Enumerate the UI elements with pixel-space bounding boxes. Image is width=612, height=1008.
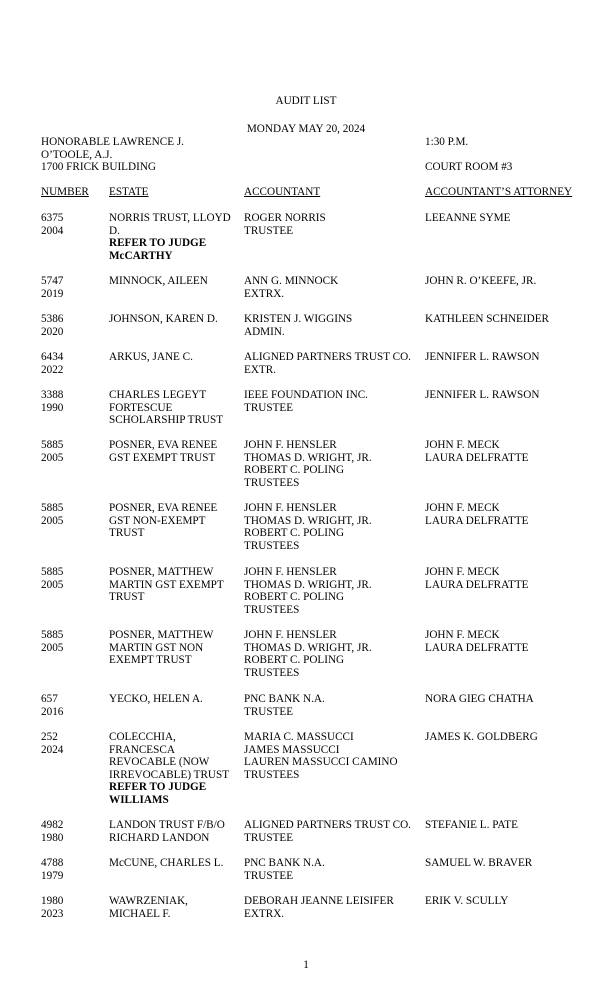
entry-estate-line: MICHAEL F. [109, 907, 171, 920]
entry-accountant [244, 389, 420, 414]
entry-number [41, 275, 103, 300]
entry-number-line: 4788 [41, 857, 64, 869]
entry-estate [109, 275, 237, 288]
judge-line: O’TOOLE, A.J. [41, 148, 113, 161]
entry-estate-line: MARTIN GST NON [109, 641, 204, 654]
entry-estate-line: McCUNE, CHARLES L. [109, 857, 224, 869]
entry-attorney-line: LAURA DELFRATTE [425, 578, 529, 591]
entry-estate-line: POSNER, EVA RENEE [109, 439, 218, 451]
entry-attorney-line: JENNIFER L. RAWSON [425, 389, 540, 401]
entry-attorney-line: JOHN F. MECK [425, 629, 500, 641]
entry-estate [109, 566, 237, 604]
entry-accountant-line: TRUSTEE [244, 401, 294, 414]
document-title: AUDIT LIST [275, 95, 337, 107]
entry-number [41, 819, 103, 844]
entry-estate [109, 731, 237, 807]
entry-estate-line: FORTESCUE [109, 401, 173, 414]
entry-attorney [425, 566, 605, 591]
entry-estate [109, 313, 237, 326]
judge-line: HONORABLE LAWRENCE J. [41, 136, 184, 148]
entry-accountant-line: ALIGNED PARTNERS TRUST CO. [244, 351, 411, 363]
header-estate: ESTATE [109, 186, 149, 198]
entry-accountant-line: THOMAS D. WRIGHT, JR. [244, 578, 372, 591]
entry-number [41, 439, 103, 464]
entry-attorney [425, 693, 605, 706]
entry-accountant-line: EXTR. [244, 363, 277, 376]
entry-attorney [425, 439, 605, 464]
entry-number-line: 2024 [41, 743, 64, 756]
entry-estate-line: GST EXEMPT TRUST [109, 451, 216, 464]
hearing-time: 1:30 P.M. [425, 136, 469, 148]
entry-number-line: 2023 [41, 907, 64, 920]
entry-accountant-line: ROBERT C. POLING [244, 464, 345, 477]
entry-accountant-line: JOHN F. HENSLER [244, 502, 337, 514]
entry-attorney [425, 895, 605, 908]
entry-accountant-line: THOMAS D. WRIGHT, JR. [244, 641, 372, 654]
entry-number-line: 657 [41, 693, 58, 705]
entry-attorney-line: JOHN F. MECK [425, 439, 500, 451]
entry-number-line: 1980 [41, 831, 64, 844]
entry-accountant [244, 629, 420, 679]
judge-block [41, 136, 231, 174]
entry-accountant [244, 275, 420, 300]
entry-number-line: 5885 [41, 439, 64, 451]
entry-number [41, 629, 103, 654]
entry-accountant-line: LAUREN MASSUCCI CAMINO [244, 756, 398, 769]
entry-estate-line: EXEMPT TRUST [109, 654, 192, 667]
entry-number [41, 857, 103, 882]
entry-estate-line: COLECCHIA, [109, 731, 176, 743]
entry-accountant [244, 351, 420, 376]
entry-estate [109, 212, 237, 262]
entry-attorney-line: SAMUEL W. BRAVER [425, 857, 533, 869]
entry-estate [109, 819, 237, 844]
entry-attorney-line: JOHN F. MECK [425, 566, 500, 578]
entry-number-line: 5747 [41, 275, 64, 287]
entry-number [41, 731, 103, 756]
entry-accountant [244, 502, 420, 552]
entry-attorney [425, 629, 605, 654]
entry-number-line: 5885 [41, 629, 64, 641]
entry-accountant-line: THOMAS D. WRIGHT, JR. [244, 451, 372, 464]
entry-estate-line: JOHNSON, KAREN D. [109, 313, 218, 325]
entry-accountant-line: JAMES MASSUCCI [244, 743, 340, 756]
entry-accountant [244, 857, 420, 882]
entry-estate [109, 389, 237, 427]
entry-attorney-line: JOHN F. MECK [425, 502, 500, 514]
entry-attorney [425, 731, 605, 744]
entry-number-line: 2005 [41, 578, 64, 591]
entry-number [41, 351, 103, 376]
entry-estate-line: POSNER, EVA RENEE [109, 502, 218, 514]
entry-number-line: 5885 [41, 566, 64, 578]
entry-accountant-line: ROBERT C. POLING [244, 527, 345, 540]
header-attorney: ACCOUNTANT’S ATTORNEY [425, 186, 573, 198]
entry-number-line: 2020 [41, 325, 64, 338]
entry-estate-line: MARTIN GST EXEMPT [109, 578, 224, 591]
entry-attorney [425, 502, 605, 527]
entry-number-line: 1979 [41, 869, 64, 882]
entry-number-line: 2022 [41, 363, 64, 376]
entry-attorney [425, 275, 605, 288]
entry-estate [109, 857, 237, 870]
entry-attorney-line: JENNIFER L. RAWSON [425, 351, 540, 363]
entry-estate-line: WAWRZENIAK, [109, 895, 188, 907]
entry-number-line: 2005 [41, 451, 64, 464]
entry-estate [109, 502, 237, 540]
entry-attorney-line: ERIK V. SCULLY [425, 895, 509, 907]
court-room: COURT ROOM #3 [425, 161, 513, 173]
entry-attorney-line: LAURA DELFRATTE [425, 451, 529, 464]
entry-accountant-line: TRUSTEES [244, 666, 300, 679]
entry-estate-line: IRREVOCABLE) TRUST [109, 768, 230, 781]
entry-number [41, 895, 103, 920]
entry-number-line: 1990 [41, 401, 64, 414]
entry-estate [109, 629, 237, 667]
entry-estate-line: GST NON-EXEMPT [109, 514, 206, 527]
entry-accountant [244, 313, 420, 338]
entry-accountant [244, 819, 420, 844]
entry-estate-line: TRUST [109, 591, 145, 604]
judge-line: 1700 FRICK BUILDING [41, 161, 156, 174]
entry-number-line: 1980 [41, 895, 64, 907]
entry-accountant-line: TRUSTEE [244, 869, 294, 882]
entry-estate-line: POSNER, MATTHEW [109, 566, 214, 578]
entry-estate-line: SCHOLARSHIP TRUST [109, 414, 224, 427]
entry-accountant-line: PNC BANK N.A. [244, 857, 325, 869]
entry-number-line: 2019 [41, 287, 64, 300]
entry-accountant-line: PNC BANK N.A. [244, 693, 325, 705]
entry-estate-line: MINNOCK, AILEEN [109, 275, 208, 287]
entry-accountant-line: TRUSTEES [244, 768, 300, 781]
entry-accountant-line: TRUSTEES [244, 603, 300, 616]
entry-accountant-line: TRUSTEE [244, 831, 294, 844]
entry-accountant-line: JOHN F. HENSLER [244, 629, 337, 641]
entry-number-line: 252 [41, 731, 58, 743]
entry-accountant-line: ALIGNED PARTNERS TRUST CO. [244, 819, 411, 831]
entry-accountant-line: EXTRX. [244, 907, 285, 920]
entry-number-line: 5885 [41, 502, 64, 514]
entry-attorney-line: JAMES K. GOLDBERG [425, 731, 538, 743]
entry-estate-line: FRANCESCA [109, 743, 175, 756]
entry-attorney-line: LAURA DELFRATTE [425, 641, 529, 654]
entry-estate-line: LANDON TRUST F/B/O [109, 819, 225, 831]
refer-note-line: REFER TO JUDGE [109, 781, 207, 794]
entry-estate-line: YECKO, HELEN A. [109, 693, 203, 705]
entry-estate-line: RICHARD LANDON [109, 831, 210, 844]
entry-number-line: 3388 [41, 389, 64, 401]
entry-estate [109, 351, 237, 364]
entry-number [41, 313, 103, 338]
refer-note-line: REFER TO JUDGE [109, 237, 207, 250]
entry-attorney [425, 389, 605, 402]
entry-estate-line: POSNER, MATTHEW [109, 629, 214, 641]
entry-accountant-line: TRUSTEES [244, 539, 300, 552]
entry-accountant-line: TRUSTEE [244, 705, 294, 718]
entry-estate [109, 439, 237, 464]
entry-number-line: 5386 [41, 313, 64, 325]
entry-attorney-line: NORA GIEG CHATHA [425, 693, 534, 705]
entry-number-line: 4982 [41, 819, 64, 831]
entry-attorney [425, 819, 605, 832]
entry-number-line: 2004 [41, 224, 64, 237]
entry-accountant-line: ROBERT C. POLING [244, 591, 345, 604]
page-number: 1 [303, 959, 309, 971]
entry-accountant-line: JOHN F. HENSLER [244, 566, 337, 578]
entry-estate [109, 895, 237, 920]
header-accountant: ACCOUNTANT [244, 186, 321, 198]
entry-estate-line: D. [109, 224, 120, 237]
entry-accountant [244, 895, 420, 920]
entry-accountant [244, 693, 420, 718]
entry-attorney [425, 351, 605, 364]
entry-estate [109, 693, 237, 706]
entry-attorney-line: KATHLEEN SCHNEIDER [425, 313, 549, 325]
entry-number [41, 502, 103, 527]
entry-attorney [425, 857, 605, 870]
entry-accountant-line: ROGER NORRIS [244, 212, 326, 224]
entry-accountant-line: TRUSTEES [244, 476, 300, 489]
entry-accountant-line: TRUSTEE [244, 224, 294, 237]
entry-accountant [244, 439, 420, 489]
entry-attorney [425, 212, 605, 225]
entry-number [41, 693, 103, 718]
entry-attorney-line: JOHN R. O’KEEFE, JR. [425, 275, 537, 287]
entry-estate-line: REVOCABLE (NOW [109, 756, 210, 769]
entry-estate-line: NORRIS TRUST, LLOYD [109, 212, 231, 224]
entry-estate-line: TRUST [109, 527, 145, 540]
entry-estate-line: ARKUS, JANE C. [109, 351, 193, 363]
entry-accountant-line: MARIA C. MASSUCCI [244, 731, 354, 743]
entry-accountant-line: DEBORAH JEANNE LEISIFER [244, 895, 394, 907]
entry-attorney [425, 313, 605, 326]
entry-accountant-line: THOMAS D. WRIGHT, JR. [244, 514, 372, 527]
entry-accountant [244, 566, 420, 616]
entry-accountant-line: JOHN F. HENSLER [244, 439, 337, 451]
header-number: NUMBER [41, 186, 89, 198]
hearing-date: MONDAY MAY 20, 2024 [246, 123, 366, 135]
entry-attorney-line: LAURA DELFRATTE [425, 514, 529, 527]
refer-note-line: McCARTHY [109, 249, 173, 262]
entry-attorney-line: STEFANIE L. PATE [425, 819, 518, 831]
entry-number [41, 389, 103, 414]
entry-number-line: 2016 [41, 705, 64, 718]
entry-attorney-line: LEEANNE SYME [425, 212, 511, 224]
entry-accountant-line: ROBERT C. POLING [244, 654, 345, 667]
entry-number-line: 6375 [41, 212, 64, 224]
entry-number-line: 2005 [41, 641, 64, 654]
entry-number [41, 212, 103, 237]
entry-accountant [244, 731, 420, 781]
entry-accountant-line: IEEE FOUNDATION INC. [244, 389, 368, 401]
entry-accountant-line: ANN G. MINNOCK [244, 275, 339, 287]
entry-estate-line: CHARLES LEGEYT [109, 389, 207, 401]
entry-number-line: 6434 [41, 351, 64, 363]
entry-number [41, 566, 103, 591]
entry-accountant-line: KRISTEN J. WIGGINS [244, 313, 353, 325]
entry-accountant [244, 212, 420, 237]
refer-note-line: WILLIAMS [109, 793, 169, 806]
entry-accountant-line: EXTRX. [244, 287, 285, 300]
entry-number-line: 2005 [41, 514, 64, 527]
entry-accountant-line: ADMIN. [244, 325, 285, 338]
